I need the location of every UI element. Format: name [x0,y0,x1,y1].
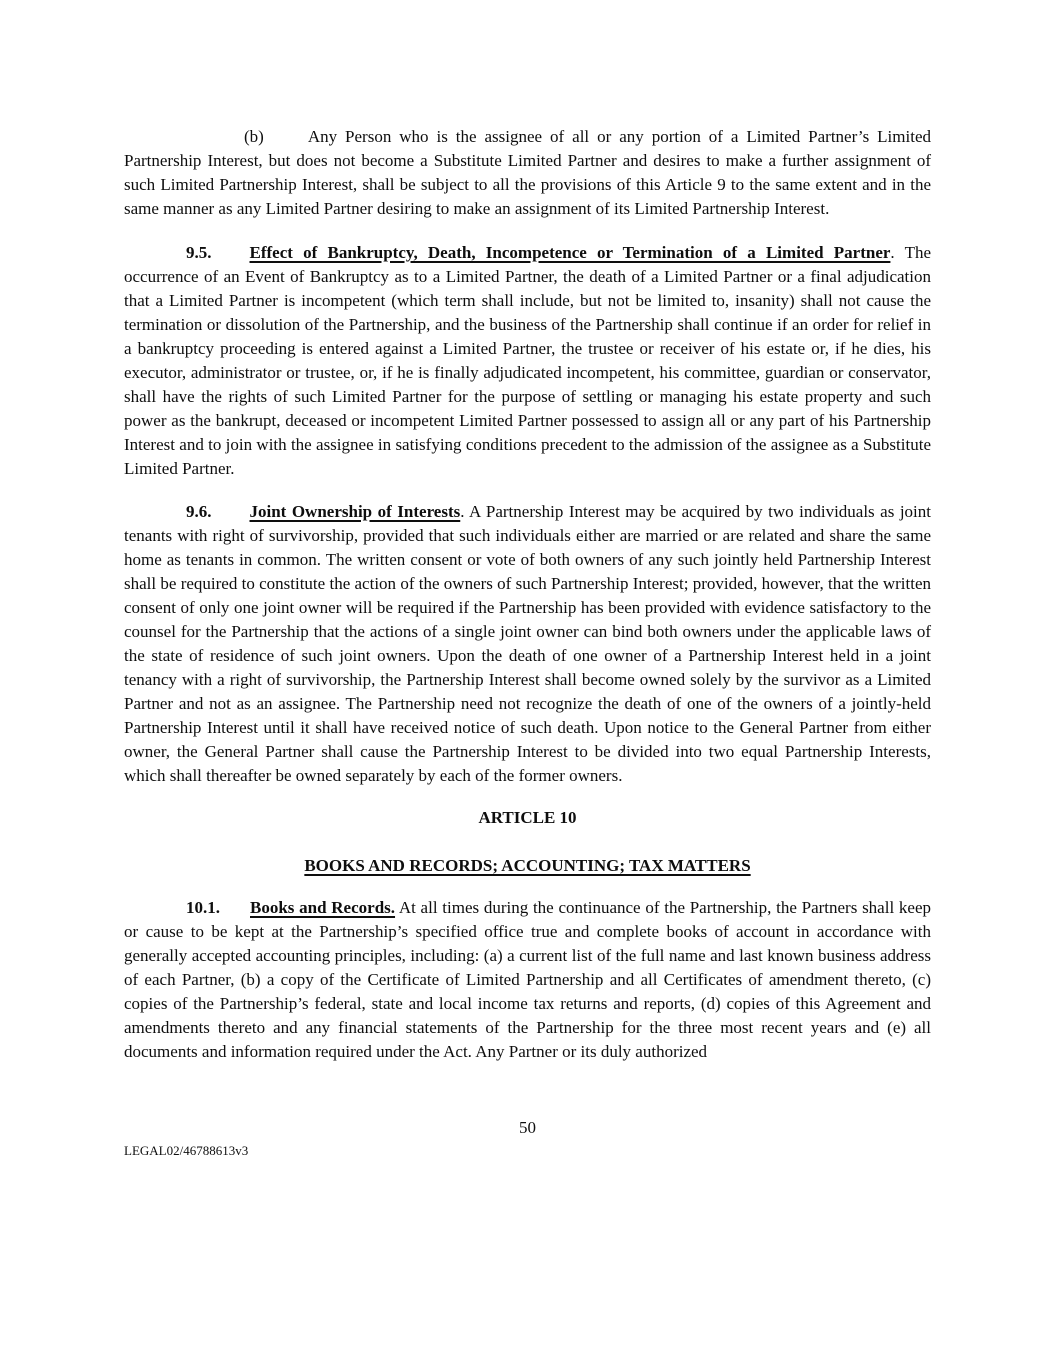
section-9-6-paragraph [124,500,931,788]
section-10-1-paragraph [124,896,931,1064]
article-10-subtitle: BOOKS AND RECORDS; ACCOUNTING; TAX MATTERS [304,856,751,875]
tab-space [220,912,250,913]
paragraph-b-text: Any Person who is the assignee of all or any portion of a Limited Partner’s Limited Partnership Interest, but does not become a Substitute Limited Partner and desires to make a further assignment of such Limited Partnership Interest, shall be subject to all the provisions of this Article 9 to the same extent and in the same manner as any Limited Partner desiring to make an assignment of its Limited Partnership Interest. [124,127,931,218]
tab-space [212,257,250,258]
article-10-title: ARTICLE 10 [478,808,577,827]
section-10-1-body: At all times during the continuance of the Partnership, the Partners shall keep or cause to be kept at the Partnership’s specified office true and complete books of account in accordance with generally accepted accounting principles, including: (a) a current list of the full name and last known business address of each Partner, (b) a copy of the Certificate of Limited Partnership and all Certificates of amendment thereto, (c) copies of the Partnership’s federal, state and local income tax returns and reports, (d) copies of this Agreement and amendments thereto and any financial statements of the Partnership for the three most recent years and (e) all documents and information required under the Act. Any Partner or its duly authorized [124,898,931,1061]
paragraph-b-label: (b) [244,127,264,146]
section-9-6-body: . A Partnership Interest may be acquired by two individuals as joint tenants with right of survivorship, provided that such individuals either are married or are related and share the same home as tenants in common. The written consent or vote of both owners of any such jointly held Partnership Interest shall be required to constitute the action of the owners of such Partnership Interest; provided, however, that the written consent of only one joint owner will be required if the Partnership has been provided with evidence satisfactory to the counsel for the Partnership that the actions of a single joint owner can bind both owners under the applicable laws of the state of residence of such joint owners. Upon the death of one owner of a Partnership Interest held in a joint tenancy with a right of survivorship, the Partnership Interest shall become owned solely by the survivor as a Limited Partner and not as an assignee. The Partnership need not recognize the death of one of the owners of a jointly-held Partnership Interest until it shall have received notice of such death. Upon notice to the General Partner from either owner, the General Partner shall cause the Partnership Interest to be divided into two equal Partnership Interests, which shall thereafter be owned separately by each of the former owners. [124,502,931,785]
section-9-6-heading: Joint Ownership of Interests [249,502,461,521]
tab-space [212,516,250,517]
tab-space [264,141,308,142]
section-9-5-body: . The occurrence of an Event of Bankruptcy as to a Limited Partner, the death of a Limited Partner or a final adjudication that a Limited Partner is incompetent (which term shall include, but not be limited to, insanity) shall not cause the termination or dissolution of the Partnership, and the business of the Partnership shall continue if an order for relief in a bankruptcy proceeding is entered against a Limited Partner, the trustee or receiver of his estate or, if he dies, his executor, administrator or trustee, or, if he is finally adjudicated incompetent, his committee, guardian or conservator, shall have the rights of such Limited Partner for the purpose of settling or managing his estate property and such power as the bankrupt, deceased or incompetent Limited Partner possessed to assign all or any part of his Partnership Interest and to join with the assignee in satisfying conditions precedent to the admission of the assignee as a Substitute Limited Partner. [124,243,931,478]
section-10-1-number: 10.1. [186,898,220,917]
section-9-5-number: 9.5. [186,243,212,262]
document-id-footer: LEGAL02/46788613v3 [124,1143,249,1158]
page-number: 50 [519,1118,536,1137]
paragraph-b [124,125,931,221]
section-9-5-heading: Effect of Bankruptcy, Death, Incompetence or Termination of a Limited Partner [249,243,891,262]
section-10-1-heading: Books and Records. [250,898,396,917]
section-9-5-paragraph [124,241,931,481]
section-9-6-number: 9.6. [186,502,212,521]
article-10-subtitle-line [124,854,931,878]
